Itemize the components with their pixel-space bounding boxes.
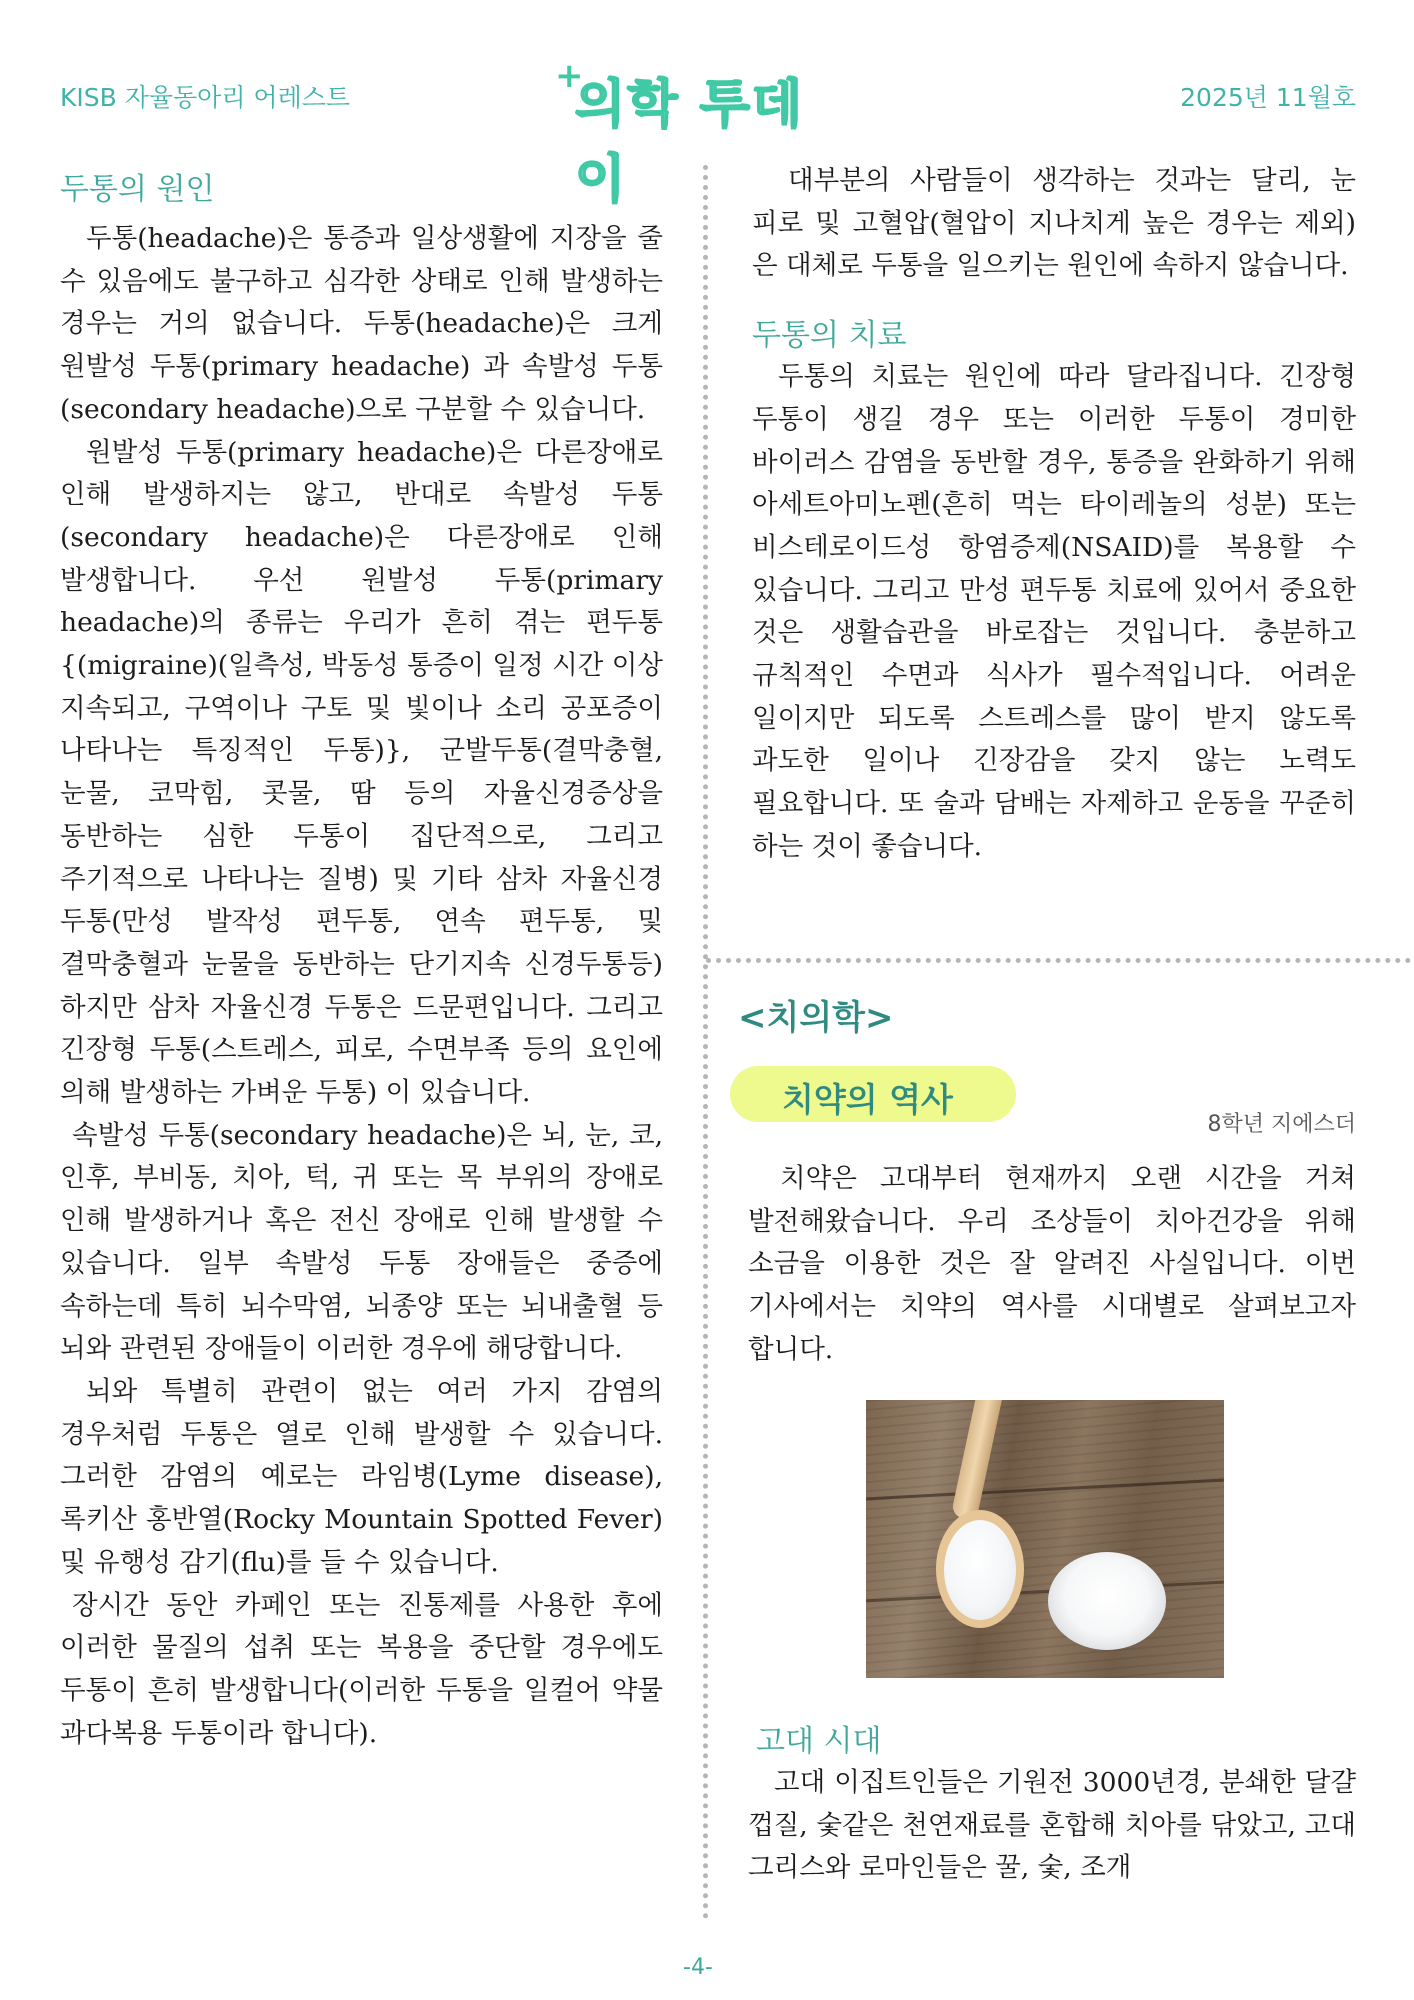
section-label-dentistry: <치의학>: [738, 998, 894, 1038]
paragraph: 뇌와 특별히 관련이 없는 여러 가지 감염의 경우처럼 두통은 열로 인해 발생할 수 있습니다. 그러한 감염의 예로는 라임병(Lyme disease), 록키산 홍반열(Rocky Mountain Spotted Fever) 및 유행성 감기(flu)를 들 수 있습니다.: [60, 1375, 663, 1578]
paragraph: 치약은 고대부터 현재까지 오랜 시간을 거쳐 발전해왔습니다. 우리 조상들이 치아건강을 위해 소금을 이용한 것은 잘 알려진 사실입니다. 이번 기사에서는 치약의 역사를 시대별로 살펴보고자 합니다.: [748, 1163, 1356, 1365]
club-name: KISB 자율동아리 어레스트: [60, 83, 351, 112]
section-divider: [706, 958, 1414, 963]
article-title-badge: [730, 1066, 1016, 1122]
author-byline: 8학년 지에스더: [1207, 1112, 1356, 1137]
paragraph: 고대 이집트인들은 기원전 3000년경, 분쇄한 달걀 껍질, 숯같은 천연재료를 혼합해 치아를 닦았고, 고대 그리스와 로마인들은 꿀, 숯, 조개: [748, 1767, 1356, 1884]
masthead-logo: [555, 56, 855, 210]
right-column-top: [752, 160, 1356, 869]
heading-headache-treatment: 두통의 치료: [752, 318, 907, 354]
article-intro: [748, 1158, 1356, 1372]
salt-spoon-photo: [866, 1400, 1224, 1678]
ancient-section: [748, 1722, 1356, 1890]
left-column: [60, 170, 663, 1755]
paragraph: 대부분의 사람들이 생각하는 것과는 달리, 눈 피로 및 고혈압(혈압이 지나치게 높은 경우는 제외)은 대체로 두통을 일으키는 원인에 속하지 않습니다.: [752, 165, 1356, 282]
column-divider: [703, 165, 708, 1920]
page-number: -4-: [683, 1955, 713, 1980]
plus-icon: +: [555, 56, 584, 96]
heading-ancient-era: 고대 시대: [756, 1724, 882, 1759]
paragraph: 장시간 동안 카페인 또는 진통제를 사용한 후에 이러한 물질의 섭취 또는 복용을 중단할 경우에도 두통이 흔히 발생합니다(이러한 두통을 일컬어 약물 과다복용 두통이라 합니다).: [60, 1589, 663, 1749]
article-title: 치약의 역사: [782, 1080, 953, 1119]
heading-headache-causes: 두통의 원인: [60, 172, 215, 207]
issue-date: 2025년 11월호: [1180, 83, 1356, 112]
paragraph: 원발성 두통(primary headache)은 다른장애로 인해 발생하지는 않고, 반대로 속발성 두통(secondary headache)은 다른장애로 인해 발생합니다. 우선 원발성 두통(primary headache)의 종류는 우리가 흔히 겪는 편두통{(migraine)(일측성, 박동성 통증이 일정 시간 이상 지속되고, 구역이나 구토 및 빛이나 소리 공포증이 나타나는 특징적인 두통)}, 군발두통(결막충혈, 눈물, 코막힘, 콧물, 땀 등의 자율신경증상을 동반하는 심한 두통이 집단적으로, 그리고 주기적으로 나타나는 질병) 및 기타 삼차 자율신경 두통(만성 발작성 편두통, 연속 편두통, 및 결막충혈과 눈물을 동반하는 단기지속 신경두통등) 하지만 삼차 자율신경 두통은 드문편입니다. 그리고 긴장형 두통(스트레스, 피로, 수면부족 등의 요인에 의해 발생하는 가벼운 두통) 이 있습니다.: [60, 436, 663, 1109]
paragraph: 속발성 두통(secondary headache)은 뇌, 눈, 코, 인후, 부비동, 치아, 턱, 귀 또는 목 부위의 장애로 인해 발생하거나 혹은 전신 장애로 인해 발생할 수 있습니다. 일부 속발성 두통 장애들은 중증에 속하는데 특히 뇌수막염, 뇌종양 또는 뇌내출혈 등 뇌와 관련된 장애들이 이러한 경우에 해당합니다.: [60, 1119, 663, 1365]
paragraph: 두통의 치료는 원인에 따라 달라집니다. 긴장형 두통이 생길 경우 또는 이러한 두통이 경미한 바이러스 감염을 동반할 경우, 통증을 완화하기 위해 아세트아미노펜(흔히 먹는 타이레놀의 성분) 또는 비스테로이드성 항염증제(NSAID)를 복용할 수 있습니다. 그리고 만성 편두통 치료에 있어서 중요한 것은 생활습관을 바로잡는 것입니다. 충분하고 규칙적인 수면과 식사가 필수적입니다. 어려운 일이지만 되도록 스트레스를 많이 받지 않도록 과도한 일이나 긴장감을 갖지 않는 노력도 필요합니다. 또 술과 담배는 자제하고 운동을 꾸준히 하는 것이 좋습니다.: [752, 361, 1356, 862]
paragraph: 두통(headache)은 통증과 일상생활에 지장을 줄 수 있음에도 불구하고 심각한 상태로 인해 발생하는 경우는 거의 없습니다. 두통(headache)은 크게 원발성 두통(primary headache) 과 속발성 두통(secondary headache)으로 구분할 수 있습니다.: [60, 223, 663, 425]
masthead-title: 의학 투데이: [575, 75, 805, 210]
